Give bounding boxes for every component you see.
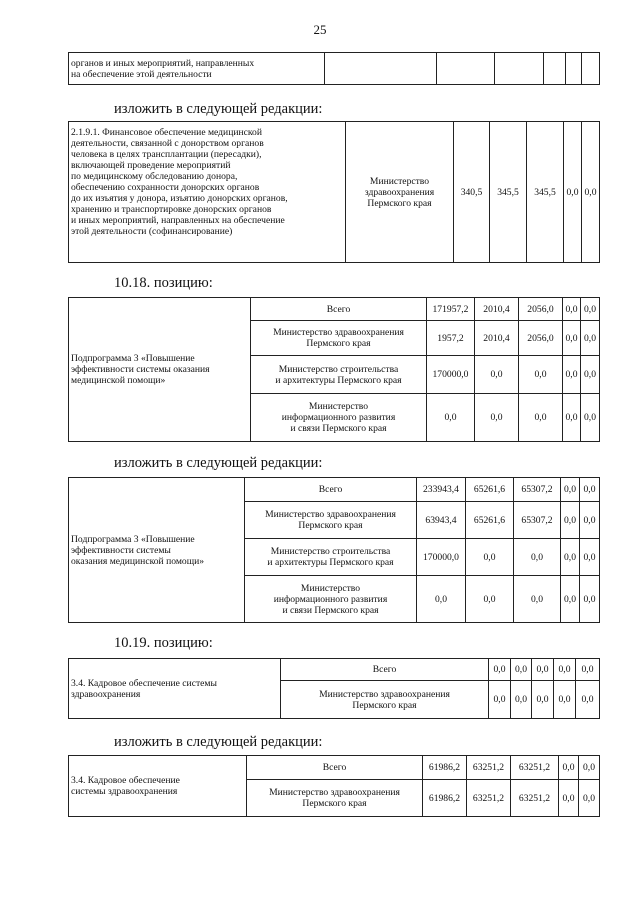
label-line: Пермского края [302, 798, 367, 809]
table-a [68, 121, 600, 263]
value-cell: 0,0 [563, 298, 581, 321]
desc-line: до их изъятия у донора, изъятию донорских органов, [71, 193, 288, 204]
value-cell: 0,0 [580, 539, 600, 576]
desc-line: Подпрограмма 3 «Повышение [71, 533, 195, 545]
value-cell: 0,0 [532, 659, 554, 681]
label-line: Пермского края [298, 520, 363, 531]
top-fragment-table [68, 52, 600, 85]
label-line: и связи Пермского края [290, 423, 387, 434]
value-cell: 0,0 [563, 321, 581, 356]
row-label [251, 356, 427, 394]
desc-line: обеспечению сохранности донорских органов [71, 182, 260, 193]
desc-line: эффективности системы [71, 544, 171, 556]
value-cell: 0,0 [554, 681, 576, 719]
value-cell: 0,0 [581, 356, 600, 394]
value-cell: 2010,4 [475, 298, 519, 321]
label-line: Министерство здравоохранения [319, 688, 450, 700]
value-cell: 0,0 [564, 122, 582, 263]
label-line: Министерство строительства [270, 546, 391, 557]
value-cell: 0,0 [561, 576, 580, 623]
value-cell: 0,0 [561, 478, 580, 502]
value-cell: 63943,4 [417, 502, 466, 539]
value-cell: 0,0 [466, 576, 514, 623]
fragment-text [69, 53, 325, 85]
table-c-description [69, 478, 245, 623]
value-cell: 0,0 [427, 394, 475, 442]
desc-line: Подпрограмма 3 «Повышение [71, 353, 195, 364]
value-cell: 0,0 [582, 122, 600, 263]
label-line: Всего [372, 664, 397, 675]
value-cell: 170000,0 [427, 356, 475, 394]
value-cell: 0,0 [561, 502, 580, 539]
value-cell: 65261,6 [466, 478, 514, 502]
value-cell: 0,0 [511, 681, 532, 719]
table-c [68, 477, 600, 623]
row-label [247, 756, 423, 780]
desc-line: 2.1.9.1. Финансовое обеспечение медицинской [71, 127, 262, 138]
value-cell: 0,0 [581, 394, 600, 442]
value-cell: 61986,2 [423, 780, 467, 817]
value-cell: 0,0 [417, 576, 466, 623]
value-cell: 2010,4 [475, 321, 519, 356]
label-line: информационного развития [281, 412, 396, 423]
value-cell: 0,0 [563, 394, 581, 442]
table-d-description [69, 659, 281, 719]
table-b [68, 297, 600, 442]
value-cell: 0,0 [576, 659, 600, 681]
heading-position-10-18: 10.18. позицию: [114, 275, 213, 291]
heading-position-10-19: 10.19. позицию: [114, 635, 213, 651]
table-e-description [69, 756, 247, 817]
fragment-line: на обеспечение этой деятельности [71, 68, 212, 80]
desc-line: этой деятельности (софинансирование) [71, 226, 233, 237]
value-cell: 1957,2 [427, 321, 475, 356]
value-cell: 0,0 [466, 539, 514, 576]
value-cell: 0,0 [581, 298, 600, 321]
value-cell: 0,0 [511, 659, 532, 681]
value-cell: 0,0 [579, 780, 600, 817]
value-cell: 0,0 [475, 394, 519, 442]
value-cell: 2056,0 [519, 321, 563, 356]
label-line: Министерство [308, 401, 369, 412]
row-label [245, 502, 417, 539]
value-cell: 0,0 [519, 394, 563, 442]
label-line: Министерство строительства [278, 363, 399, 375]
table-d [68, 658, 600, 719]
ministry-line: здравоохранения [364, 186, 435, 198]
value-cell: 0,0 [519, 356, 563, 394]
row-label [251, 298, 427, 321]
value-cell: 233943,4 [417, 478, 466, 502]
label-line: и архитектуры Пермского края [267, 557, 394, 568]
value-cell: 345,5 [490, 122, 527, 263]
desc-line: здравоохранения [71, 688, 141, 700]
value-cell: 0,0 [580, 478, 600, 502]
value-cell: 63251,2 [467, 756, 511, 780]
label-line: и архитектуры Пермского края [275, 374, 402, 386]
value-cell: 0,0 [514, 576, 561, 623]
value-cell: 63251,2 [511, 780, 559, 817]
desc-line: медицинской помощи» [71, 375, 166, 386]
value-cell: 0,0 [554, 659, 576, 681]
label-line: Пермского края [352, 699, 417, 711]
desc-line: 3.4. Кадровое обеспечение [71, 775, 180, 786]
value-cell: 340,5 [454, 122, 490, 263]
label-line: Министерство здравоохранения [269, 787, 400, 798]
label-line: Всего [326, 303, 351, 315]
value-cell: 0,0 [579, 756, 600, 780]
value-cell: 0,0 [475, 356, 519, 394]
value-cell: 65307,2 [514, 502, 561, 539]
value-cell: 0,0 [563, 356, 581, 394]
row-label [281, 659, 489, 681]
value-cell: 0,0 [580, 576, 600, 623]
label-line: Всего [318, 484, 343, 495]
ministry-line: Министерство [369, 175, 430, 187]
desc-line: и иных мероприятий, направленных на обеспечение [71, 215, 285, 226]
desc-line: деятельности, связанной с донорством органов [71, 138, 264, 149]
table-a-ministry [346, 122, 454, 263]
table-e [68, 755, 600, 817]
table-b-description [69, 298, 251, 442]
row-label [245, 539, 417, 576]
row-label [251, 321, 427, 356]
desc-line: оказания медицинской помощи» [71, 555, 205, 567]
value-cell: 0,0 [514, 539, 561, 576]
value-cell: 0,0 [559, 756, 579, 780]
heading-redaction-2: изложить в следующей редакции: [114, 455, 323, 471]
value-cell: 63251,2 [511, 756, 559, 780]
label-line: Министерство здравоохранения [265, 509, 396, 520]
row-label [251, 394, 427, 442]
desc-line: включающей проведение мероприятий [71, 160, 231, 171]
value-cell: 65307,2 [514, 478, 561, 502]
value-cell: 0,0 [532, 681, 554, 719]
desc-line: человека в целях трансплантации (пересадки), [71, 149, 262, 160]
value-cell: 63251,2 [467, 780, 511, 817]
value-cell: 0,0 [561, 539, 580, 576]
row-label [245, 478, 417, 502]
row-label [247, 780, 423, 817]
desc-line: системы здравоохранения [71, 786, 178, 797]
value-cell: 2056,0 [519, 298, 563, 321]
value-cell: 0,0 [576, 681, 600, 719]
value-cell: 0,0 [489, 659, 511, 681]
value-cell: 0,0 [580, 502, 600, 539]
label-line: Пермского края [306, 338, 371, 349]
table-a-description [69, 122, 346, 263]
row-label [281, 681, 489, 719]
label-line: Всего [322, 762, 347, 773]
value-cell: 170000,0 [417, 539, 466, 576]
value-cell: 0,0 [489, 681, 511, 719]
label-line: и связи Пермского края [282, 604, 379, 616]
fragment-line: органов и иных мероприятий, направленных [71, 57, 255, 69]
desc-line: эффективности системы оказания [71, 364, 210, 375]
value-cell: 0,0 [559, 780, 579, 817]
desc-line: по медицинскому обследованию донора, [71, 171, 238, 182]
label-line: информационного развития [273, 593, 388, 605]
heading-redaction-3: изложить в следующей редакции: [114, 734, 323, 750]
ministry-line: Пермского края [367, 197, 432, 209]
desc-line: хранению и транспортировке донорских органов [71, 204, 272, 215]
heading-redaction-1: изложить в следующей редакции: [114, 101, 323, 117]
desc-line: 3.4. Кадровое обеспечение системы [71, 677, 217, 689]
value-cell: 65261,6 [466, 502, 514, 539]
value-cell: 345,5 [527, 122, 564, 263]
row-label [245, 576, 417, 623]
value-cell: 61986,2 [423, 756, 467, 780]
label-line: Министерство [300, 582, 361, 594]
value-cell: 171957,2 [427, 298, 475, 321]
label-line: Министерство здравоохранения [273, 327, 404, 338]
value-cell: 0,0 [581, 321, 600, 356]
page-number: 25 [313, 22, 327, 37]
